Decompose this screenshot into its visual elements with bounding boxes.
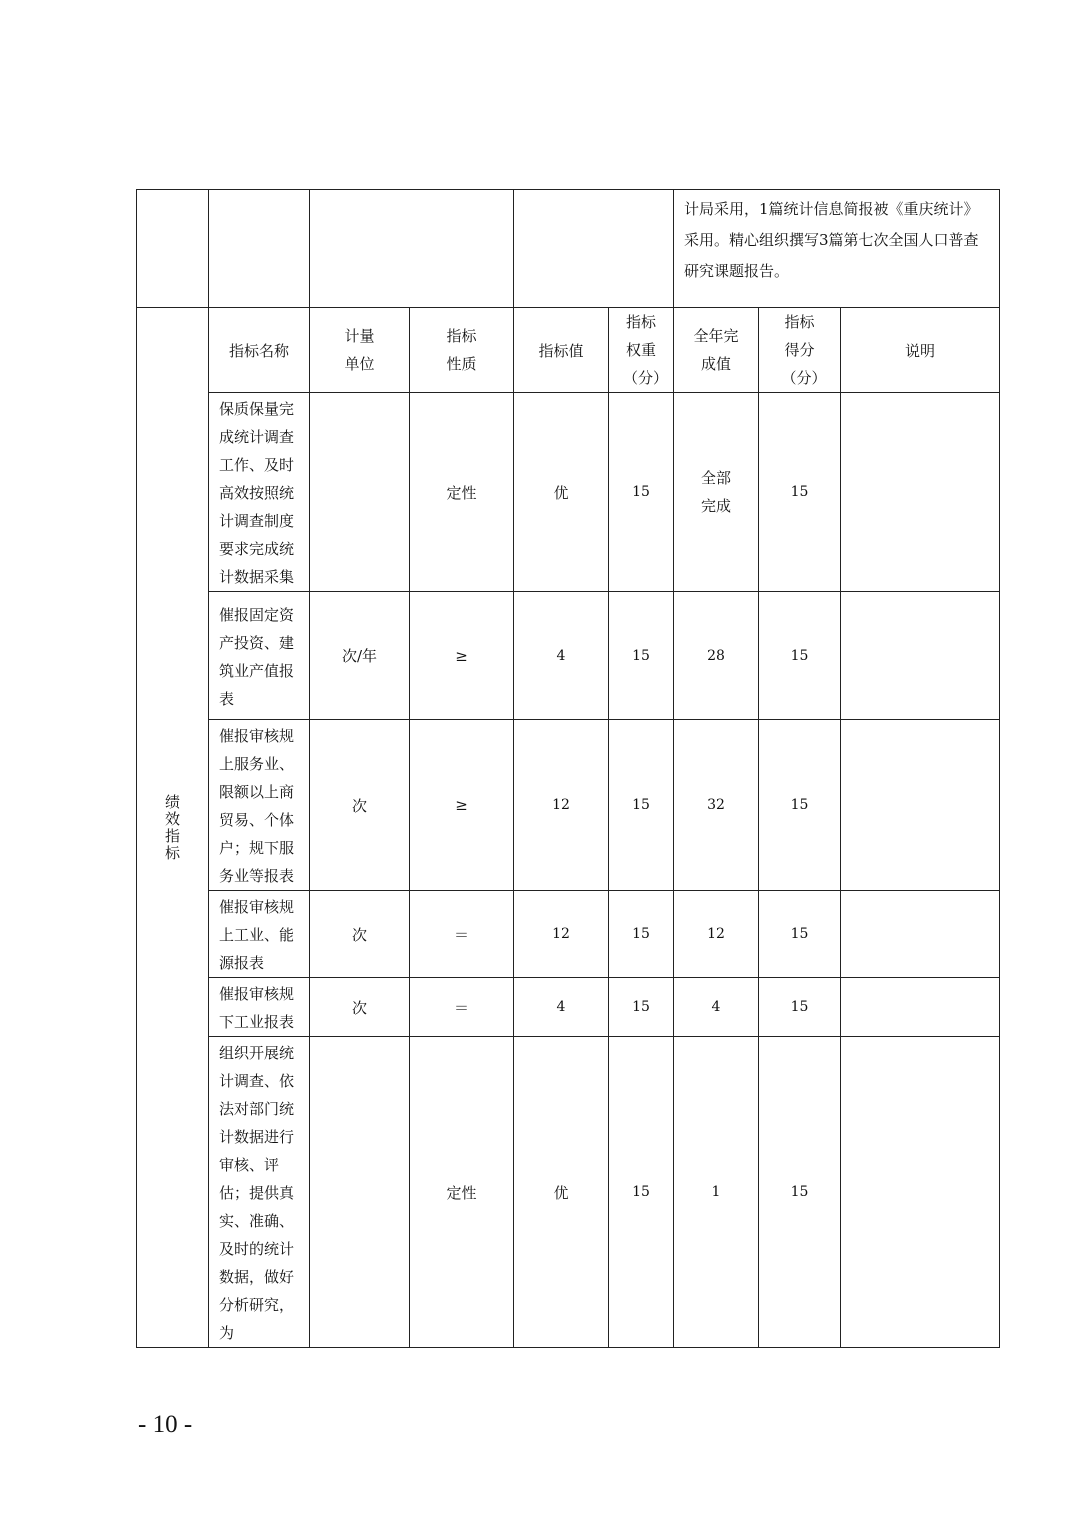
header-unit: 计量单位 [310,308,410,393]
target-cell: 优 [514,393,609,592]
header-actual: 全年完成值 [674,308,759,393]
weight-cell: 15 [609,720,674,891]
continuation-row [137,190,1000,308]
score-cell: 15 [759,592,841,720]
note-cell [841,592,1000,720]
unit-cell: 次/年 [310,592,410,720]
weight-cell: 15 [609,1037,674,1348]
target-cell: 12 [514,891,609,978]
table-row [137,393,1000,592]
target-cell: 12 [514,720,609,891]
table-row [137,720,1000,891]
nature-cell: 定性 [410,1037,514,1348]
note-cell [841,1037,1000,1348]
actual-cell: 全部完成 [674,393,759,592]
table-row [137,891,1000,978]
unit-cell: 次 [310,720,410,891]
table-row [137,978,1000,1037]
indicator-name: 催报审核规上工业、能源报表 [209,891,310,978]
weight-cell: 15 [609,592,674,720]
weight-cell: 15 [609,393,674,592]
target-cell: 4 [514,592,609,720]
header-target: 指标值 [514,308,609,393]
score-cell: 15 [759,720,841,891]
unit-cell: 次 [310,978,410,1037]
weight-cell: 15 [609,978,674,1037]
indicator-name: 组织开展统计调查、依法对部门统计数据进行审核、评估；提供真实、准确、及时的统计数据，做好分析研究，为 [209,1037,310,1348]
performance-table [136,189,1000,1348]
empty-cell [310,190,514,308]
note-cell [841,720,1000,891]
empty-cell [514,190,674,308]
note-cell [841,978,1000,1037]
note-cell [841,891,1000,978]
score-cell: 15 [759,978,841,1037]
actual-cell: 12 [674,891,759,978]
nature-cell: 定性 [410,393,514,592]
actual-cell: 4 [674,978,759,1037]
section-label: 绩效指标 [165,792,181,862]
nature-cell: ＝ [410,978,514,1037]
score-cell: 15 [759,1037,841,1348]
indicator-name: 保质保量完成统计调查工作、及时高效按照统计调查制度要求完成统计数据采集 [209,393,310,592]
nature-cell: ≥ [410,720,514,891]
target-cell: 4 [514,978,609,1037]
header-note: 说明 [841,308,1000,393]
unit-cell [310,393,410,592]
indicator-name: 催报审核规上服务业、限额以上商贸易、个体户；规下服务业等报表 [209,720,310,891]
note-cell [841,393,1000,592]
actual-cell: 1 [674,1037,759,1348]
unit-cell [310,1037,410,1348]
empty-cell [209,190,310,308]
score-cell: 15 [759,891,841,978]
section-label-cell [137,308,209,1348]
indicator-name: 催报审核规下工业报表 [209,978,310,1037]
actual-cell: 32 [674,720,759,891]
header-name: 指标名称 [209,308,310,393]
weight-cell: 15 [609,891,674,978]
page-number: - 10 - [138,1411,193,1438]
target-cell: 优 [514,1037,609,1348]
header-score: 指标得分（分） [759,308,841,393]
header-weight: 指标权重（分） [609,308,674,393]
header-row [137,308,1000,393]
table-row [137,592,1000,720]
actual-cell: 28 [674,592,759,720]
nature-cell: ＝ [410,891,514,978]
table-row [137,1037,1000,1348]
score-cell: 15 [759,393,841,592]
unit-cell: 次 [310,891,410,978]
header-nature: 指标性质 [410,308,514,393]
nature-cell: ≥ [410,592,514,720]
indicator-name: 催报固定资产投资、建筑业产值报表 [209,592,310,720]
empty-cell [137,190,209,308]
continuation-text: 计局采用，1篇统计信息简报被《重庆统计》采用。精心组织撰写3篇第七次全国人口普查研究课题报告。 [674,190,1000,308]
